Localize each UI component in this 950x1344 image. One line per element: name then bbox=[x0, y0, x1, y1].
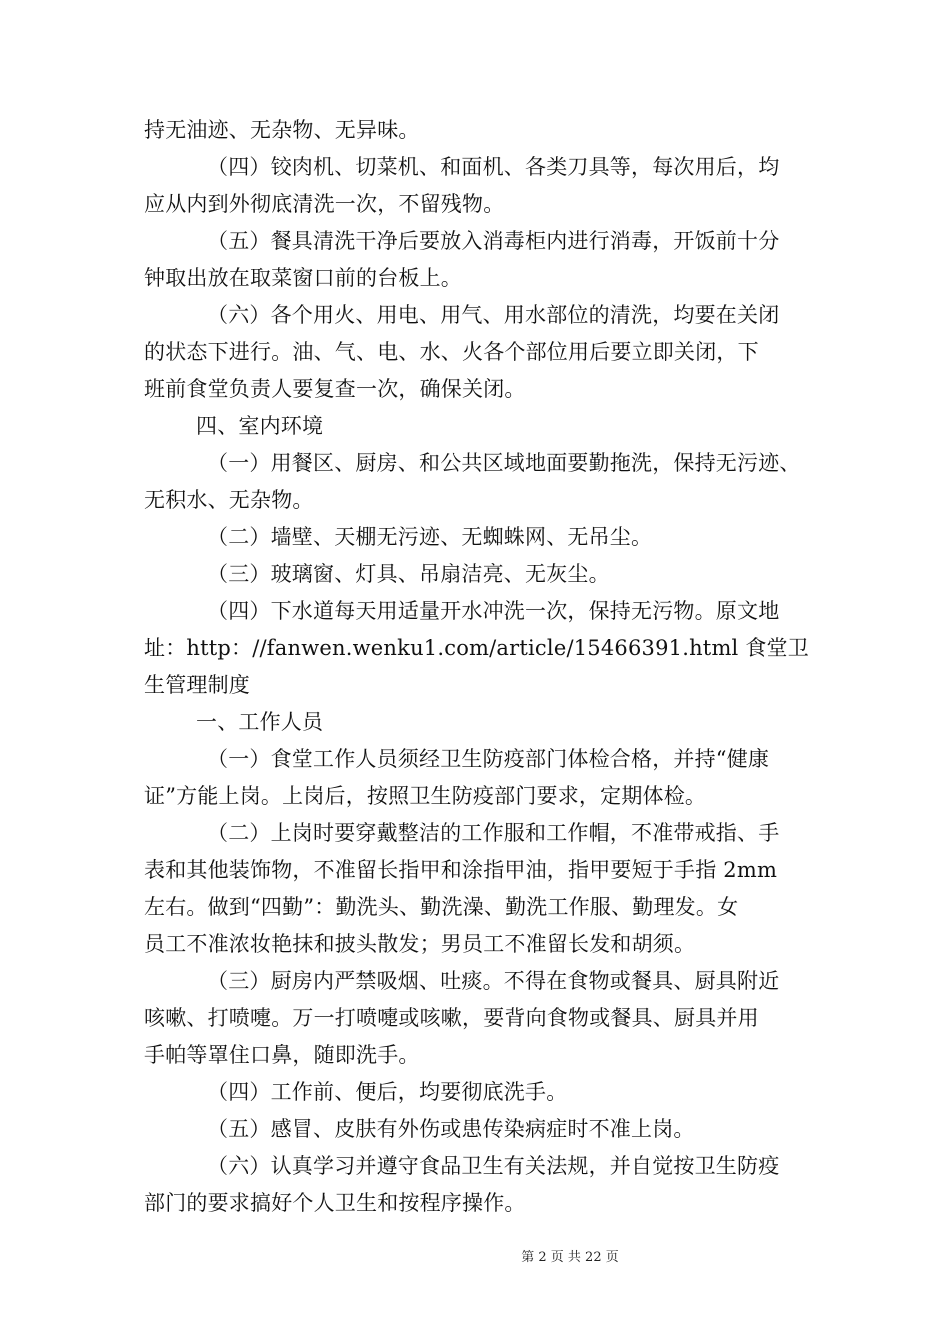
text-line: （四）铰肉机、切菜机、和面机、各类刀具等，每次用后，均 bbox=[207, 155, 780, 179]
text-line: 咳嗽、打喷嚏。万一打喷嚏或咳嗽，要背向食物或餐具、厨具并用 bbox=[144, 1006, 759, 1030]
text-line: 持无油迹、无杂物、无异味。 bbox=[144, 118, 420, 142]
text-line: （三）厨房内严禁吸烟、吐痰。不得在食物或餐具、厨具附近 bbox=[207, 969, 780, 993]
text-line: （三）玻璃窗、灯具、吊扇洁亮、无灰尘。 bbox=[207, 562, 610, 586]
text-line: （五）感冒、皮肤有外伤或患传染病症时不准上岗。 bbox=[207, 1117, 695, 1141]
text-line: 手帕等罩住口鼻，随即洗手。 bbox=[144, 1043, 420, 1067]
text-line: 证”方能上岗。上岗后，按照卫生防疫部门要求，定期体检。 bbox=[144, 784, 707, 808]
text-line: （六）各个用火、用电、用气、用水部位的清洗，均要在关闭 bbox=[207, 303, 780, 327]
text-line: （二）上岗时要穿戴整洁的工作服和工作帽，不准带戒指、手 bbox=[207, 821, 780, 845]
text-line: （二）墙壁、天棚无污迹、无蜘蛛网、无吊尘。 bbox=[207, 525, 653, 549]
text-line: （六）认真学习并遵守食品卫生有关法规，并自觉按卫生防疫 bbox=[207, 1154, 780, 1178]
text-line: 的状态下进行。油、气、电、水、火各个部位用后要立即关闭，下 bbox=[144, 340, 759, 364]
document-body bbox=[144, 112, 814, 1222]
text-line: 表和其他装饰物，不准留长指甲和涂指甲油，指甲要短于手指 2mm bbox=[144, 858, 778, 882]
text-line: 钟取出放在取菜窗口前的台板上。 bbox=[144, 266, 462, 290]
text-line: 生管理制度 bbox=[144, 673, 250, 697]
text-line: （一）食堂工作人员须经卫生防疫部门体检合格，并持“健康 bbox=[207, 747, 770, 771]
text-line: 无积水、无杂物。 bbox=[144, 488, 314, 512]
text-line: （四）工作前、便后，均要彻底洗手。 bbox=[207, 1080, 568, 1104]
section-heading: 四、室内环境 bbox=[196, 414, 324, 438]
text-line: （五）餐具清洗干净后要放入消毒柜内进行消毒，开饭前十分 bbox=[207, 229, 780, 253]
text-line: 部门的要求搞好个人卫生和按程序操作。 bbox=[144, 1191, 526, 1215]
text-line: （四）下水道每天用适量开水冲洗一次，保持无污物。原文地 bbox=[207, 599, 780, 623]
text-line: 应从内到外彻底清洗一次，不留残物。 bbox=[144, 192, 505, 216]
section-heading: 一、工作人员 bbox=[196, 710, 324, 734]
text-line: 左右。做到“四勤”：勤洗头、勤洗澡、勤洗工作服、勤理发。女 bbox=[144, 895, 739, 919]
page-number-footer: 第 2 页 共 22 页 bbox=[521, 1250, 619, 1265]
text-line: （一）用餐区、厨房、和公共区域地面要勤拖洗，保持无污迹、 bbox=[207, 451, 801, 475]
text-line: 员工不准浓妆艳抹和披头散发；男员工不准留长发和胡须。 bbox=[144, 932, 696, 956]
text-line: 班前食堂负责人要复查一次，确保关闭。 bbox=[144, 377, 526, 401]
source-url-line: 址：http：//fanwen.wenku1.com/article/15466391.html 食堂卫 bbox=[144, 636, 809, 660]
